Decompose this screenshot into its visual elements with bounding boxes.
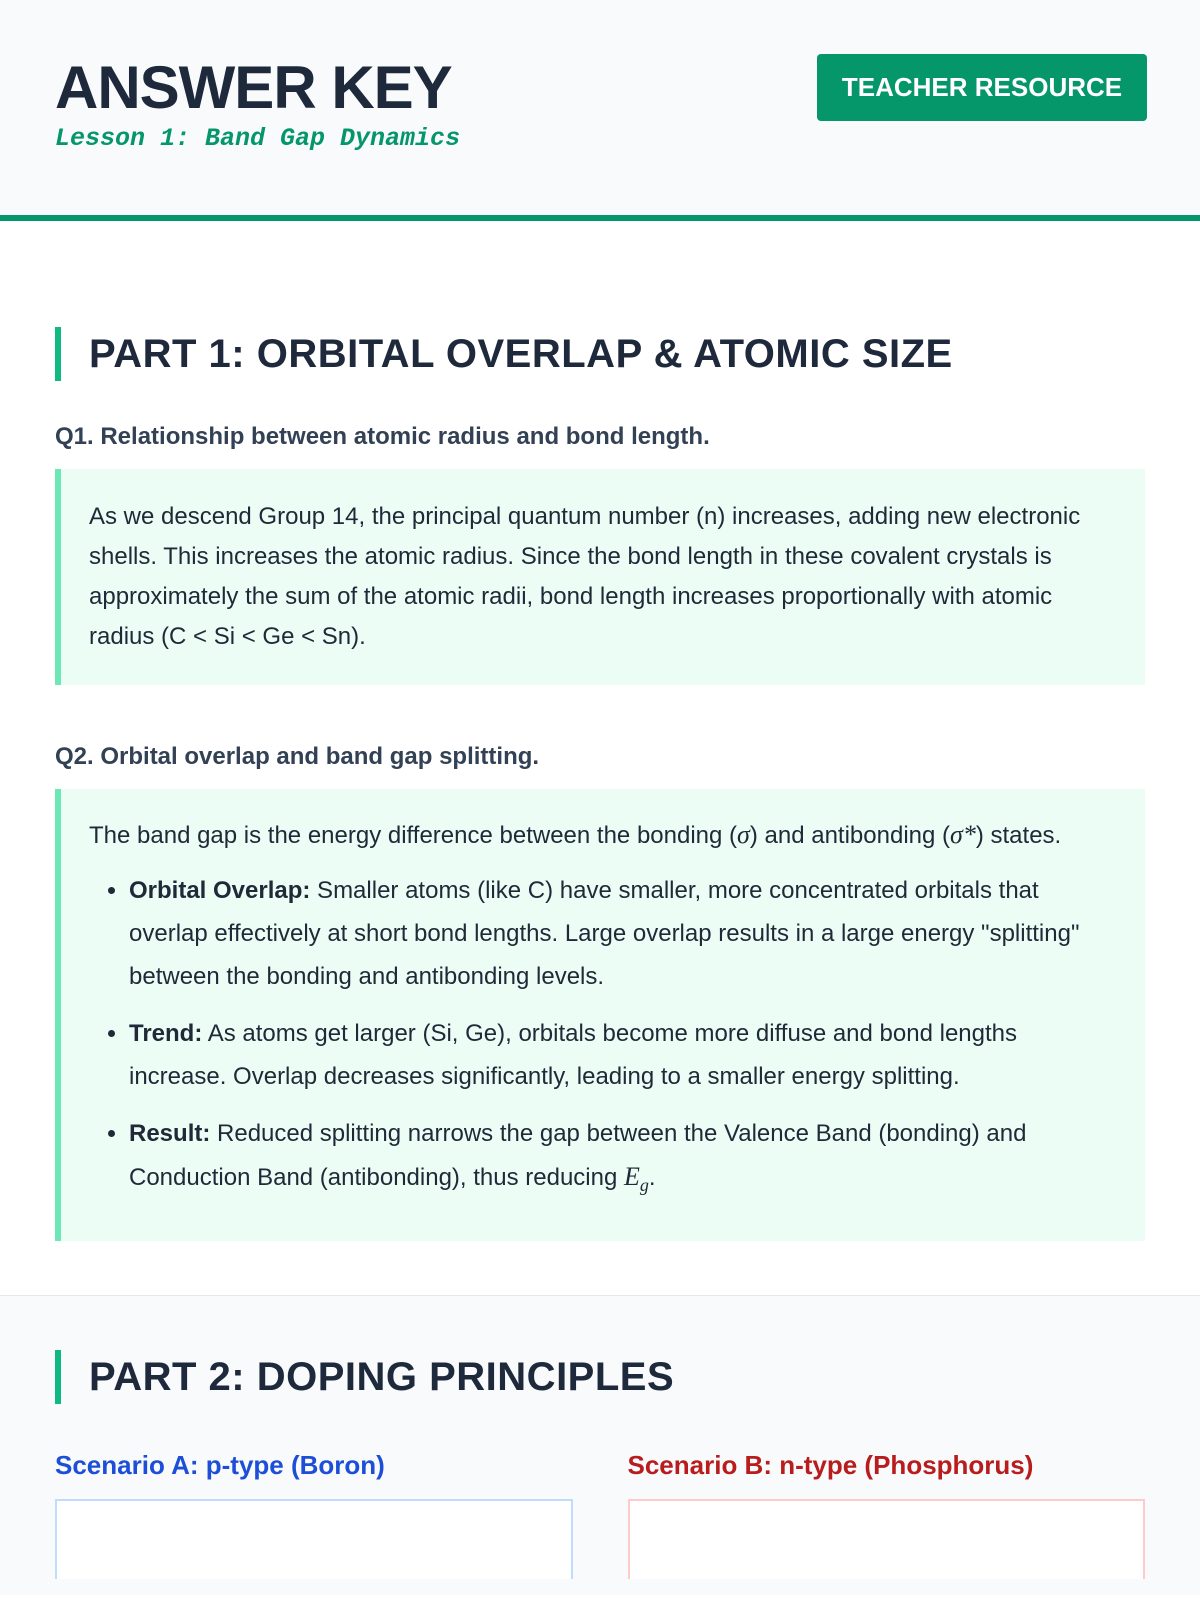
page-header [0, 0, 1200, 221]
page-title: ANSWER KEY [55, 54, 452, 121]
part-2-section [0, 1295, 1200, 1595]
q2-answer [55, 789, 1145, 1241]
list-item: • Result: Reduced splitting narrows the gap between the Valence Band (bonding) and Conduction Band (antibonding), thus reducing $E_g$. [129, 1112, 1115, 1207]
list-item: • Orbital Overlap: Smaller atoms (like C) have smaller, more concentrated orbitals that overlap effectively at short bond lengths. Large overlap results in a large energy "splitting" between the bonding and antibonding levels. [129, 869, 1115, 998]
lesson-subtitle: Lesson 1: Band Gap Dynamics [55, 124, 461, 153]
scenario-b-label: Scenario B: n-type (Phosphorus) [627, 1449, 1034, 1480]
q2-intro: The band gap is the energy difference between the bonding (σ) and antibonding (σ*) states. [89, 820, 1062, 849]
q1-label: Q1. Relationship between atomic radius and bond length. [55, 423, 710, 450]
teacher-resource-badge: TEACHER RESOURCE [817, 54, 1147, 121]
q1-answer: As we descend Group 14, the principal quantum number (n) increases, adding new electronic shells. This increases the atomic radius. Since the bond length in these covalent crystals is approximately the sum of the atomic radii, bond length increases proportionally with atomic radius (C < Si < Ge < Sn). [55, 469, 1145, 685]
scenario-a-label: Scenario A: p-type (Boron) [55, 1449, 385, 1480]
q2-label: Q2. Orbital overlap and band gap splitting. [55, 743, 540, 770]
part-2-heading: PART 2: DOPING PRINCIPLES [55, 1350, 1145, 1404]
list-item: • Trend: As atoms get larger (Si, Ge), orbitals become more diffuse and bond lengths increase. Overlap decreases significantly, leading to a smaller energy splitting. [129, 1012, 1115, 1098]
part-1-heading: PART 1: ORBITAL OVERLAP & ATOMIC SIZE [55, 327, 1145, 381]
part-1-section [0, 221, 1200, 1295]
scenario-b-box [628, 1499, 1146, 1579]
scenario-a-box [55, 1499, 573, 1579]
